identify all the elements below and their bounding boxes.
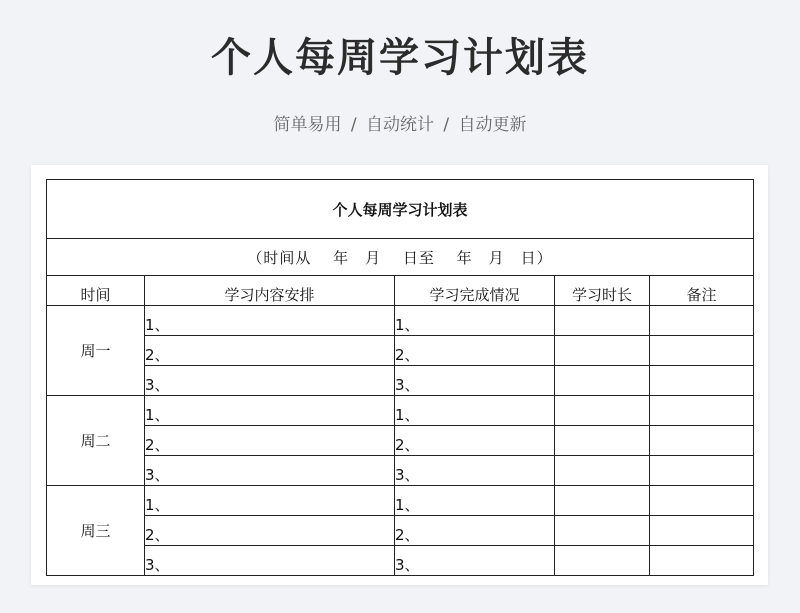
- duration-cell[interactable]: [555, 516, 650, 546]
- content-cell[interactable]: 1、: [145, 396, 395, 426]
- table-row: [47, 306, 754, 336]
- duration-cell[interactable]: [555, 336, 650, 366]
- page-subtitle: 简单易用 / 自动统计 / 自动更新: [273, 115, 527, 135]
- table-header-row: [47, 276, 754, 306]
- table-row: [47, 336, 754, 366]
- completion-cell[interactable]: 2、: [395, 336, 555, 366]
- plan-table: [46, 179, 754, 576]
- completion-cell[interactable]: 3、: [395, 546, 555, 576]
- notes-cell[interactable]: [650, 366, 754, 396]
- col-header-time: 时间: [47, 276, 145, 306]
- content-cell[interactable]: 3、: [145, 546, 395, 576]
- col-header-content: 学习内容安排: [145, 276, 395, 306]
- notes-cell[interactable]: [650, 486, 754, 516]
- col-header-duration: 学习时长: [555, 276, 650, 306]
- notes-cell[interactable]: [650, 396, 754, 426]
- completion-cell[interactable]: 1、: [395, 306, 555, 336]
- content-cell[interactable]: 2、: [145, 426, 395, 456]
- date-range: （时间从 年 月 日至 年 月 日）: [47, 239, 754, 276]
- notes-cell[interactable]: [650, 516, 754, 546]
- table-row: [47, 486, 754, 516]
- duration-cell[interactable]: [555, 456, 650, 486]
- content-cell[interactable]: 1、: [145, 486, 395, 516]
- day-label: 周一: [47, 306, 145, 396]
- sheet-preview: [31, 165, 768, 585]
- completion-cell[interactable]: 2、: [395, 516, 555, 546]
- duration-cell[interactable]: [555, 366, 650, 396]
- content-cell[interactable]: 2、: [145, 516, 395, 546]
- duration-cell[interactable]: [555, 426, 650, 456]
- content-cell[interactable]: 3、: [145, 366, 395, 396]
- content-cell[interactable]: 1、: [145, 306, 395, 336]
- table-row: [47, 426, 754, 456]
- sheet-title: 个人每周学习计划表: [47, 180, 754, 239]
- col-header-notes: 备注: [650, 276, 754, 306]
- table-row: [47, 396, 754, 426]
- content-cell[interactable]: 2、: [145, 336, 395, 366]
- notes-cell[interactable]: [650, 426, 754, 456]
- completion-cell[interactable]: 3、: [395, 366, 555, 396]
- day-label: 周三: [47, 486, 145, 576]
- table-row: [47, 546, 754, 576]
- page-title: 个人每周学习计划表: [211, 35, 589, 81]
- notes-cell[interactable]: [650, 546, 754, 576]
- content-cell[interactable]: 3、: [145, 456, 395, 486]
- notes-cell[interactable]: [650, 306, 754, 336]
- completion-cell[interactable]: 2、: [395, 426, 555, 456]
- notes-cell[interactable]: [650, 456, 754, 486]
- notes-cell[interactable]: [650, 336, 754, 366]
- completion-cell[interactable]: 1、: [395, 486, 555, 516]
- day-label: 周二: [47, 396, 145, 486]
- table-row: [47, 516, 754, 546]
- completion-cell[interactable]: 3、: [395, 456, 555, 486]
- col-header-completion: 学习完成情况: [395, 276, 555, 306]
- completion-cell[interactable]: 1、: [395, 396, 555, 426]
- table-row: [47, 366, 754, 396]
- duration-cell[interactable]: [555, 546, 650, 576]
- duration-cell[interactable]: [555, 396, 650, 426]
- duration-cell[interactable]: [555, 486, 650, 516]
- table-row: [47, 456, 754, 486]
- duration-cell[interactable]: [555, 306, 650, 336]
